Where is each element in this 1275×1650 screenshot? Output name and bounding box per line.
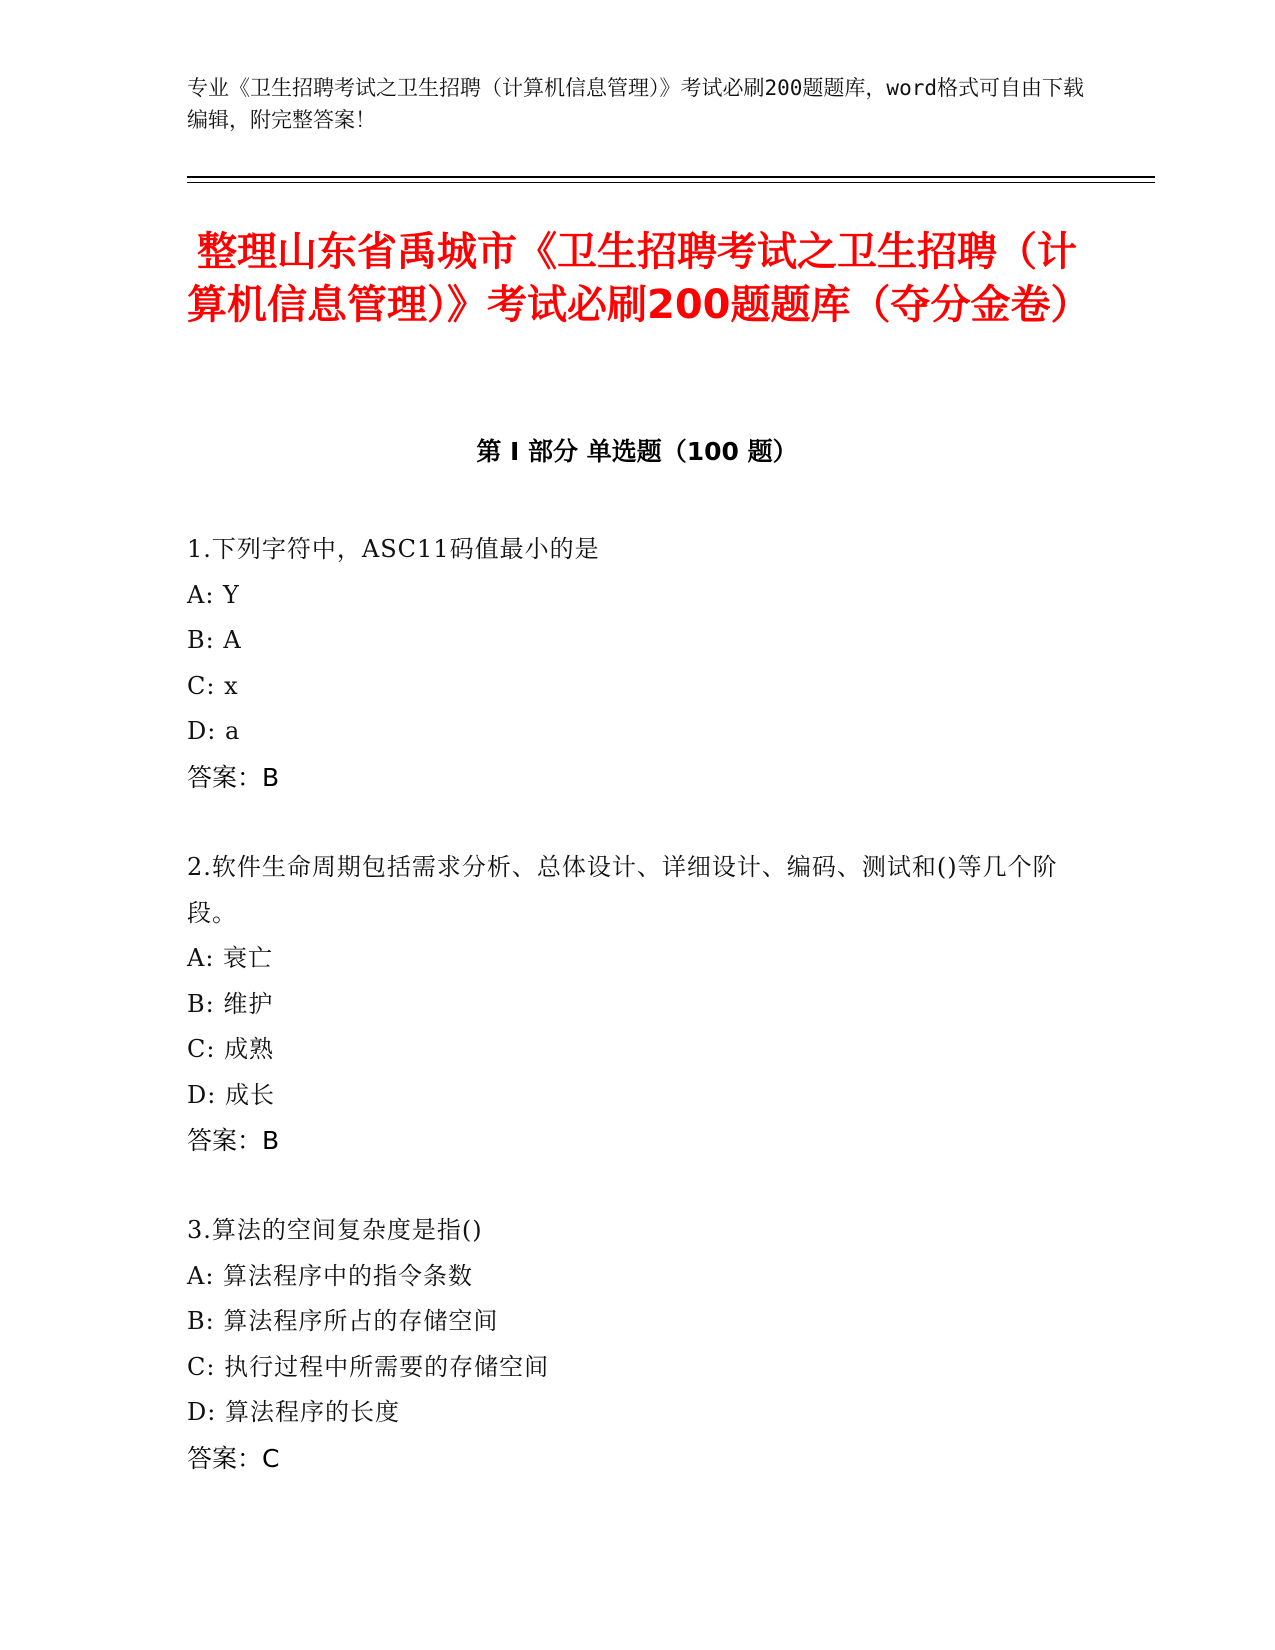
- option-c: C: 成熟: [187, 1035, 275, 1063]
- question-3: [187, 1208, 1087, 1481]
- option-c: C: 执行过程中所需要的存储空间: [187, 1352, 550, 1381]
- option-a: A: 衰亡: [187, 944, 274, 972]
- option-b: B: A: [187, 626, 242, 654]
- question-1: [187, 527, 1087, 800]
- section-title: 第 I 部分 单选题（100 题）: [476, 437, 798, 466]
- option-d: D: 成长: [187, 1080, 275, 1109]
- header-divider-thick: [187, 176, 1155, 178]
- answer: 答案：C: [187, 1443, 280, 1473]
- option-b: B: 维护: [187, 989, 274, 1018]
- answer: 答案：B: [187, 762, 280, 792]
- option-b: B: 算法程序所占的存储空间: [187, 1307, 499, 1335]
- option-a: A: 算法程序中的指令条数: [187, 1261, 474, 1290]
- question-stem: 1.下列字符中，ASC11码值最小的是: [187, 535, 600, 563]
- option-c: C: x: [187, 671, 239, 700]
- header-note: 专业《卫生招聘考试之卫生招聘（计算机信息管理）》考试必刷200题题库，word格式可自由下载编辑，附完整答案！: [187, 76, 1084, 132]
- question-stem: 3.算法的空间复杂度是指(): [187, 1216, 483, 1244]
- document-title: 整理山东省禹城市《卫生招聘考试之卫生招聘（计算机信息管理）》考试必刷200题题库（夺分金卷）: [187, 229, 1091, 328]
- option-d: D: a: [187, 717, 241, 745]
- question-2: [187, 845, 1087, 1164]
- question-stem: 2.软件生命周期包括需求分析、总体设计、详细设计、编码、测试和()等几个阶段。: [187, 853, 1058, 927]
- header-divider-thin: [187, 182, 1155, 183]
- option-a: A: Y: [187, 580, 240, 609]
- answer: 答案：B: [187, 1126, 280, 1155]
- option-d: D: 算法程序的长度: [187, 1398, 400, 1426]
